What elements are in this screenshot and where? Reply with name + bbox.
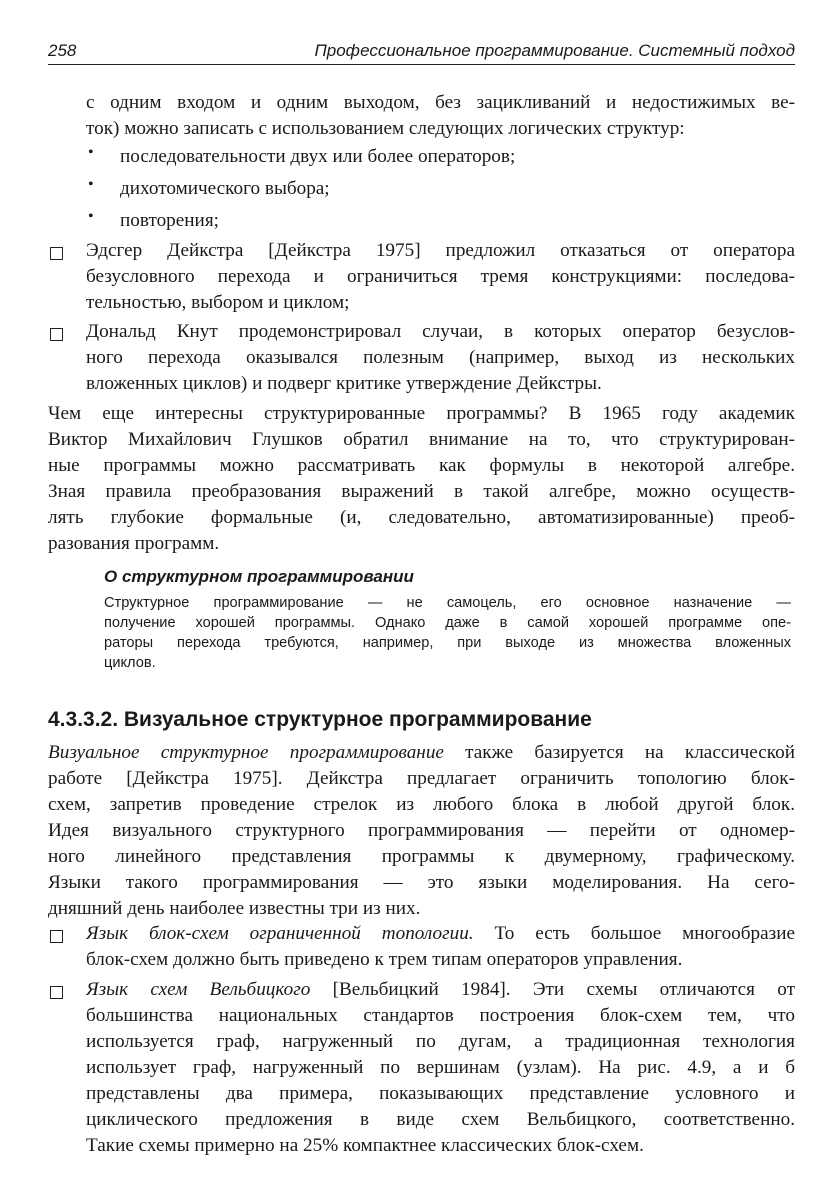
text-line: представлены два примера, показывающих представление условного и: [86, 1083, 795, 1104]
text-run: То есть большое многообразие: [473, 923, 795, 944]
note-line: Структурное программирование — не самоцель, его основное назначение —: [104, 595, 791, 611]
text-line: циклического предложения в виде схем Вельбицкого, соответственно.: [86, 1109, 795, 1130]
text-line: дняшний день наиболее известны три из них.: [48, 898, 421, 919]
text-line: схем, запретив проведение стрелок из любого блока в любой другой блок.: [48, 794, 795, 815]
page-number: 258: [48, 41, 77, 60]
text-line: [48, 740, 795, 766]
paragraph-visual-programming: [48, 740, 795, 922]
text-line: лять глубокие формальные (и, следовательно, автоматизированные) преоб-: [48, 507, 795, 528]
text-line: Чем еще интересны структурированные программы? В 1965 году академик: [48, 403, 795, 424]
section-heading: 4.3.3.2. Визуальное структурное программирование: [48, 708, 592, 731]
bullet-dot: •: [88, 176, 94, 193]
note-line: раторы перехода требуются, например, при выходе из множества вложенных: [104, 635, 791, 651]
running-title: Профессиональное программирование. Системный подход: [314, 41, 795, 60]
text-line: Дональд Кнут продемонстрировал случаи, в которых оператор безуслов-: [86, 321, 795, 342]
text-line: Такие схемы примерно на 25% компактнее классических блок-схем.: [86, 1135, 644, 1156]
text-line: вложенных циклов) и подверг критике утверждение Дейкстры.: [86, 373, 602, 394]
text-line: разования программ.: [48, 533, 220, 554]
text-line: ток) можно записать с использованием следующих логических структур:: [86, 118, 685, 139]
box-item-dijkstra: [86, 238, 795, 316]
text-line: Виктор Михайлович Глушков обратил внимание на то, что структурирован-: [48, 429, 795, 450]
bullet-dot: •: [88, 144, 94, 161]
running-header: [48, 40, 795, 65]
italic-term: Язык блок-схем ограниченной топологии.: [86, 923, 474, 944]
italic-term: Визуальное структурное программирование: [48, 742, 444, 763]
text-line: Эдсгер Дейкстра [Дейкстра 1975] предложил отказаться от оператора: [86, 240, 795, 261]
text-line: большинства национальных стандартов построения блок-схем тем, что: [86, 1005, 795, 1026]
text-line: используется граф, нагруженный по дугам, а традиционная технология: [86, 1031, 795, 1052]
text-run: также базируется на классической: [443, 742, 795, 763]
intro-paragraph: [86, 90, 795, 142]
checkbox-bullet-icon: [50, 930, 63, 943]
note-line: циклов.: [104, 655, 156, 671]
bullet-item: дихотомического выбора;: [120, 178, 330, 199]
text-run: [Вельбицкий 1984]. Эти схемы отличаются от: [310, 979, 795, 1000]
text-line: безусловного перехода и ограничиться тремя конструкциями: последова-: [86, 266, 795, 287]
box-item-velbitsky: [86, 977, 795, 1159]
note-line: получение хорошей программы. Однако даже в самой хорошей программе опе-: [104, 615, 791, 631]
note-body: [104, 593, 791, 673]
italic-term: Язык схем Вельбицкого: [86, 979, 311, 1000]
text-line: тельностью, выбором и циклом;: [86, 292, 350, 313]
text-line: ного перехода оказывался полезным (например, выход из нескольких: [86, 347, 795, 368]
text-line: Языки такого программирования — это языки моделирования. На сего-: [48, 872, 795, 893]
text-line: работе [Дейкстра 1975]. Дейкстра предлагает ограничить топологию блок-: [48, 768, 795, 789]
bullet-item: последовательности двух или более операторов;: [120, 146, 516, 167]
text-line: блок-схем должно быть приведено к трем типам операторов управления.: [86, 949, 683, 970]
bullet-dot: •: [88, 208, 94, 225]
checkbox-bullet-icon: [50, 247, 63, 260]
paragraph-glushkov: [48, 401, 795, 557]
text-line: Зная правила преобразования выражений в такой алгебре, можно осуществ-: [48, 481, 795, 502]
text-line: [86, 977, 795, 1003]
box-item-restricted-topology: [86, 921, 795, 973]
text-line: ного линейного представления программы к двумерному, графическому.: [48, 846, 795, 867]
box-item-knuth: [86, 319, 795, 397]
note-title: О структурном программировании: [104, 567, 414, 586]
text-line: ные программы можно рассматривать как формулы в некоторой алгебре.: [48, 455, 795, 476]
text-line: с одним входом и одним выходом, без зацикливаний и недостижимых ве-: [86, 92, 795, 113]
text-line: Идея визуального структурного программирования — перейти от одномер-: [48, 820, 795, 841]
checkbox-bullet-icon: [50, 986, 63, 999]
text-line: [86, 921, 795, 947]
bullet-item: повторения;: [120, 210, 219, 231]
checkbox-bullet-icon: [50, 328, 63, 341]
text-line: использует граф, нагруженный по вершинам (узлам). На рис. 4.9, а и б: [86, 1057, 795, 1078]
